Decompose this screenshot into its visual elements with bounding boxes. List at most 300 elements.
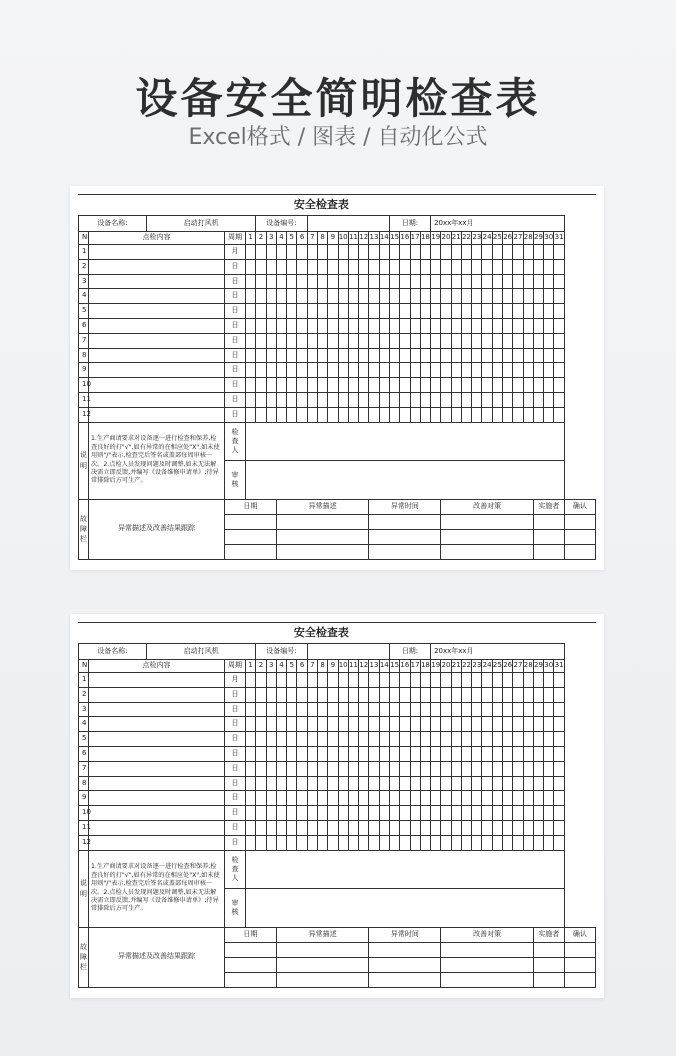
check-cell[interactable] [266,348,276,363]
check-cell[interactable] [379,820,389,835]
check-cell[interactable] [359,333,369,348]
check-cell[interactable] [369,687,379,702]
check-cell[interactable] [287,820,297,835]
check-cell[interactable] [256,274,266,289]
check-cell[interactable] [348,304,358,319]
check-cell[interactable] [317,259,327,274]
check-cell[interactable] [441,687,451,702]
check-cell[interactable] [307,318,317,333]
check-cell[interactable] [297,806,307,821]
check-cell[interactable] [503,673,513,688]
check-cell[interactable] [420,806,430,821]
check-cell[interactable] [328,806,338,821]
check-cell[interactable] [256,732,266,747]
check-cell[interactable] [523,673,533,688]
check-cell[interactable] [328,348,338,363]
check-cell[interactable] [451,259,461,274]
check-cell[interactable] [482,746,492,761]
check-cell[interactable] [389,717,399,732]
check-cell[interactable] [441,363,451,378]
check-cell[interactable] [266,820,276,835]
check-cell[interactable] [544,806,554,821]
check-cell[interactable] [338,806,348,821]
check-cell[interactable] [544,392,554,407]
item-content-cell[interactable] [89,378,225,393]
check-cell[interactable] [307,820,317,835]
check-cell[interactable] [266,392,276,407]
abnormal-cell[interactable] [441,529,534,544]
check-cell[interactable] [472,746,482,761]
check-cell[interactable] [328,673,338,688]
check-cell[interactable] [410,259,420,274]
check-cell[interactable] [503,392,513,407]
check-cell[interactable] [359,746,369,761]
check-cell[interactable] [276,702,286,717]
check-cell[interactable] [338,687,348,702]
check-cell[interactable] [544,761,554,776]
check-cell[interactable] [523,333,533,348]
abnormal-cell[interactable] [564,544,595,559]
check-cell[interactable] [297,289,307,304]
check-cell[interactable] [287,259,297,274]
check-cell[interactable] [451,289,461,304]
check-cell[interactable] [400,702,410,717]
check-cell[interactable] [328,363,338,378]
check-cell[interactable] [379,274,389,289]
check-cell[interactable] [246,820,256,835]
check-cell[interactable] [441,761,451,776]
check-cell[interactable] [554,791,564,806]
check-cell[interactable] [533,835,543,850]
check-cell[interactable] [482,304,492,319]
check-cell[interactable] [369,776,379,791]
check-cell[interactable] [389,259,399,274]
check-cell[interactable] [410,761,420,776]
check-cell[interactable] [307,304,317,319]
check-cell[interactable] [389,392,399,407]
check-cell[interactable] [266,289,276,304]
check-cell[interactable] [338,776,348,791]
check-cell[interactable] [523,702,533,717]
abnormal-cell[interactable] [225,544,277,559]
check-cell[interactable] [287,348,297,363]
item-content-cell[interactable] [89,245,225,260]
check-cell[interactable] [472,392,482,407]
check-cell[interactable] [256,318,266,333]
check-cell[interactable] [379,392,389,407]
abnormal-cell[interactable] [225,529,277,544]
check-cell[interactable] [492,348,502,363]
check-cell[interactable] [431,245,441,260]
check-cell[interactable] [369,289,379,304]
check-cell[interactable] [287,835,297,850]
check-cell[interactable] [369,363,379,378]
check-cell[interactable] [441,392,451,407]
check-cell[interactable] [246,378,256,393]
check-cell[interactable] [523,806,533,821]
check-cell[interactable] [410,363,420,378]
check-cell[interactable] [513,702,523,717]
check-cell[interactable] [420,761,430,776]
check-cell[interactable] [544,776,554,791]
check-cell[interactable] [431,687,441,702]
check-cell[interactable] [338,392,348,407]
check-cell[interactable] [554,673,564,688]
check-cell[interactable] [461,673,471,688]
check-cell[interactable] [431,274,441,289]
check-cell[interactable] [533,673,543,688]
check-cell[interactable] [431,363,441,378]
check-cell[interactable] [307,407,317,422]
check-cell[interactable] [400,717,410,732]
check-cell[interactable] [359,245,369,260]
check-cell[interactable] [348,348,358,363]
check-cell[interactable] [410,304,420,319]
check-cell[interactable] [287,392,297,407]
check-cell[interactable] [472,363,482,378]
check-cell[interactable] [369,761,379,776]
check-cell[interactable] [338,717,348,732]
check-cell[interactable] [256,378,266,393]
check-cell[interactable] [513,687,523,702]
check-cell[interactable] [256,806,266,821]
check-cell[interactable] [472,791,482,806]
check-cell[interactable] [554,761,564,776]
check-cell[interactable] [400,791,410,806]
check-cell[interactable] [256,245,266,260]
check-cell[interactable] [523,274,533,289]
check-cell[interactable] [451,363,461,378]
item-content-cell[interactable] [89,259,225,274]
check-cell[interactable] [317,776,327,791]
check-cell[interactable] [389,407,399,422]
check-cell[interactable] [379,835,389,850]
check-cell[interactable] [400,274,410,289]
check-cell[interactable] [328,304,338,319]
check-cell[interactable] [276,791,286,806]
check-cell[interactable] [246,761,256,776]
check-cell[interactable] [359,274,369,289]
check-cell[interactable] [246,333,256,348]
item-content-cell[interactable] [89,333,225,348]
check-cell[interactable] [482,820,492,835]
check-cell[interactable] [379,318,389,333]
check-cell[interactable] [287,289,297,304]
check-cell[interactable] [307,673,317,688]
check-cell[interactable] [369,673,379,688]
check-cell[interactable] [328,791,338,806]
check-cell[interactable] [276,392,286,407]
check-cell[interactable] [482,806,492,821]
check-cell[interactable] [472,732,482,747]
check-cell[interactable] [276,245,286,260]
check-cell[interactable] [492,776,502,791]
check-cell[interactable] [503,304,513,319]
check-cell[interactable] [297,687,307,702]
check-cell[interactable] [451,791,461,806]
check-cell[interactable] [256,820,266,835]
check-cell[interactable] [523,304,533,319]
check-cell[interactable] [492,392,502,407]
check-cell[interactable] [389,702,399,717]
check-cell[interactable] [513,820,523,835]
check-cell[interactable] [523,245,533,260]
check-cell[interactable] [369,304,379,319]
check-cell[interactable] [246,746,256,761]
check-cell[interactable] [544,820,554,835]
check-cell[interactable] [276,835,286,850]
check-cell[interactable] [451,717,461,732]
check-cell[interactable] [410,687,420,702]
abnormal-cell[interactable] [225,514,277,529]
check-cell[interactable] [276,348,286,363]
abnormal-cell[interactable] [369,544,441,559]
check-cell[interactable] [533,289,543,304]
check-cell[interactable] [420,791,430,806]
check-cell[interactable] [287,407,297,422]
check-cell[interactable] [338,348,348,363]
check-cell[interactable] [338,304,348,319]
check-cell[interactable] [266,407,276,422]
check-cell[interactable] [431,289,441,304]
check-cell[interactable] [338,274,348,289]
check-cell[interactable] [266,702,276,717]
check-cell[interactable] [389,776,399,791]
check-cell[interactable] [523,363,533,378]
check-cell[interactable] [503,363,513,378]
check-cell[interactable] [379,746,389,761]
check-cell[interactable] [276,717,286,732]
reviewer-sign-cell[interactable] [246,889,565,928]
check-cell[interactable] [266,835,276,850]
check-cell[interactable] [482,761,492,776]
check-cell[interactable] [400,746,410,761]
check-cell[interactable] [348,835,358,850]
check-cell[interactable] [554,746,564,761]
check-cell[interactable] [400,304,410,319]
check-cell[interactable] [317,407,327,422]
check-cell[interactable] [246,791,256,806]
check-cell[interactable] [492,318,502,333]
check-cell[interactable] [256,717,266,732]
check-cell[interactable] [369,392,379,407]
check-cell[interactable] [266,791,276,806]
check-cell[interactable] [503,717,513,732]
item-content-cell[interactable] [89,791,225,806]
check-cell[interactable] [297,348,307,363]
check-cell[interactable] [513,274,523,289]
check-cell[interactable] [544,687,554,702]
check-cell[interactable] [297,259,307,274]
item-content-cell[interactable] [89,732,225,747]
check-cell[interactable] [400,289,410,304]
check-cell[interactable] [246,702,256,717]
check-cell[interactable] [246,392,256,407]
check-cell[interactable] [338,732,348,747]
check-cell[interactable] [482,835,492,850]
check-cell[interactable] [492,304,502,319]
check-cell[interactable] [338,333,348,348]
check-cell[interactable] [348,245,358,260]
abnormal-cell[interactable] [564,514,595,529]
abnormal-cell[interactable] [564,942,595,957]
abnormal-cell[interactable] [564,972,595,987]
check-cell[interactable] [533,274,543,289]
check-cell[interactable] [461,835,471,850]
item-content-cell[interactable] [89,820,225,835]
check-cell[interactable] [472,333,482,348]
check-cell[interactable] [400,378,410,393]
check-cell[interactable] [523,259,533,274]
check-cell[interactable] [554,304,564,319]
check-cell[interactable] [276,318,286,333]
check-cell[interactable] [461,333,471,348]
check-cell[interactable] [338,407,348,422]
check-cell[interactable] [441,289,451,304]
check-cell[interactable] [297,378,307,393]
check-cell[interactable] [328,392,338,407]
check-cell[interactable] [461,289,471,304]
check-cell[interactable] [503,274,513,289]
abnormal-cell[interactable] [441,942,534,957]
check-cell[interactable] [431,392,441,407]
check-cell[interactable] [256,363,266,378]
check-cell[interactable] [420,407,430,422]
check-cell[interactable] [513,259,523,274]
check-cell[interactable] [287,761,297,776]
check-cell[interactable] [554,363,564,378]
check-cell[interactable] [266,776,276,791]
check-cell[interactable] [256,687,266,702]
check-cell[interactable] [246,245,256,260]
check-cell[interactable] [503,732,513,747]
check-cell[interactable] [359,732,369,747]
check-cell[interactable] [338,289,348,304]
check-cell[interactable] [307,732,317,747]
check-cell[interactable] [513,407,523,422]
check-cell[interactable] [544,348,554,363]
check-cell[interactable] [441,806,451,821]
check-cell[interactable] [544,333,554,348]
check-cell[interactable] [379,717,389,732]
check-cell[interactable] [544,791,554,806]
check-cell[interactable] [400,835,410,850]
check-cell[interactable] [533,687,543,702]
check-cell[interactable] [256,407,266,422]
check-cell[interactable] [297,673,307,688]
check-cell[interactable] [287,732,297,747]
check-cell[interactable] [338,673,348,688]
check-cell[interactable] [451,407,461,422]
check-cell[interactable] [554,407,564,422]
check-cell[interactable] [461,791,471,806]
check-cell[interactable] [256,289,266,304]
check-cell[interactable] [523,717,533,732]
check-cell[interactable] [482,245,492,260]
item-content-cell[interactable] [89,835,225,850]
check-cell[interactable] [441,407,451,422]
check-cell[interactable] [359,776,369,791]
check-cell[interactable] [461,687,471,702]
check-cell[interactable] [533,717,543,732]
check-cell[interactable] [276,687,286,702]
check-cell[interactable] [400,761,410,776]
check-cell[interactable] [287,717,297,732]
check-cell[interactable] [544,245,554,260]
check-cell[interactable] [431,318,441,333]
check-cell[interactable] [317,806,327,821]
abnormal-cell[interactable] [225,942,277,957]
check-cell[interactable] [276,333,286,348]
check-cell[interactable] [461,392,471,407]
check-cell[interactable] [533,259,543,274]
check-cell[interactable] [266,673,276,688]
check-cell[interactable] [369,806,379,821]
check-cell[interactable] [317,687,327,702]
check-cell[interactable] [461,378,471,393]
check-cell[interactable] [492,746,502,761]
check-cell[interactable] [359,392,369,407]
check-cell[interactable] [554,274,564,289]
check-cell[interactable] [348,732,358,747]
check-cell[interactable] [297,791,307,806]
check-cell[interactable] [287,746,297,761]
check-cell[interactable] [420,245,430,260]
check-cell[interactable] [276,806,286,821]
check-cell[interactable] [420,717,430,732]
item-content-cell[interactable] [89,717,225,732]
check-cell[interactable] [287,687,297,702]
check-cell[interactable] [246,304,256,319]
check-cell[interactable] [451,333,461,348]
check-cell[interactable] [359,673,369,688]
check-cell[interactable] [348,333,358,348]
checker-sign-cell[interactable] [246,850,565,889]
abnormal-cell[interactable] [276,942,369,957]
check-cell[interactable] [513,304,523,319]
check-cell[interactable] [369,717,379,732]
check-cell[interactable] [359,791,369,806]
abnormal-cell[interactable] [276,544,369,559]
check-cell[interactable] [246,673,256,688]
check-cell[interactable] [431,746,441,761]
check-cell[interactable] [461,746,471,761]
check-cell[interactable] [410,245,420,260]
check-cell[interactable] [410,702,420,717]
check-cell[interactable] [410,378,420,393]
check-cell[interactable] [379,363,389,378]
check-cell[interactable] [451,702,461,717]
abnormal-cell[interactable] [441,544,534,559]
check-cell[interactable] [317,761,327,776]
check-cell[interactable] [554,245,564,260]
check-cell[interactable] [533,806,543,821]
check-cell[interactable] [523,348,533,363]
check-cell[interactable] [246,318,256,333]
check-cell[interactable] [420,392,430,407]
check-cell[interactable] [359,806,369,821]
check-cell[interactable] [441,791,451,806]
check-cell[interactable] [554,289,564,304]
check-cell[interactable] [297,392,307,407]
check-cell[interactable] [441,673,451,688]
check-cell[interactable] [369,407,379,422]
check-cell[interactable] [544,407,554,422]
check-cell[interactable] [492,702,502,717]
check-cell[interactable] [287,245,297,260]
check-cell[interactable] [379,348,389,363]
check-cell[interactable] [246,348,256,363]
